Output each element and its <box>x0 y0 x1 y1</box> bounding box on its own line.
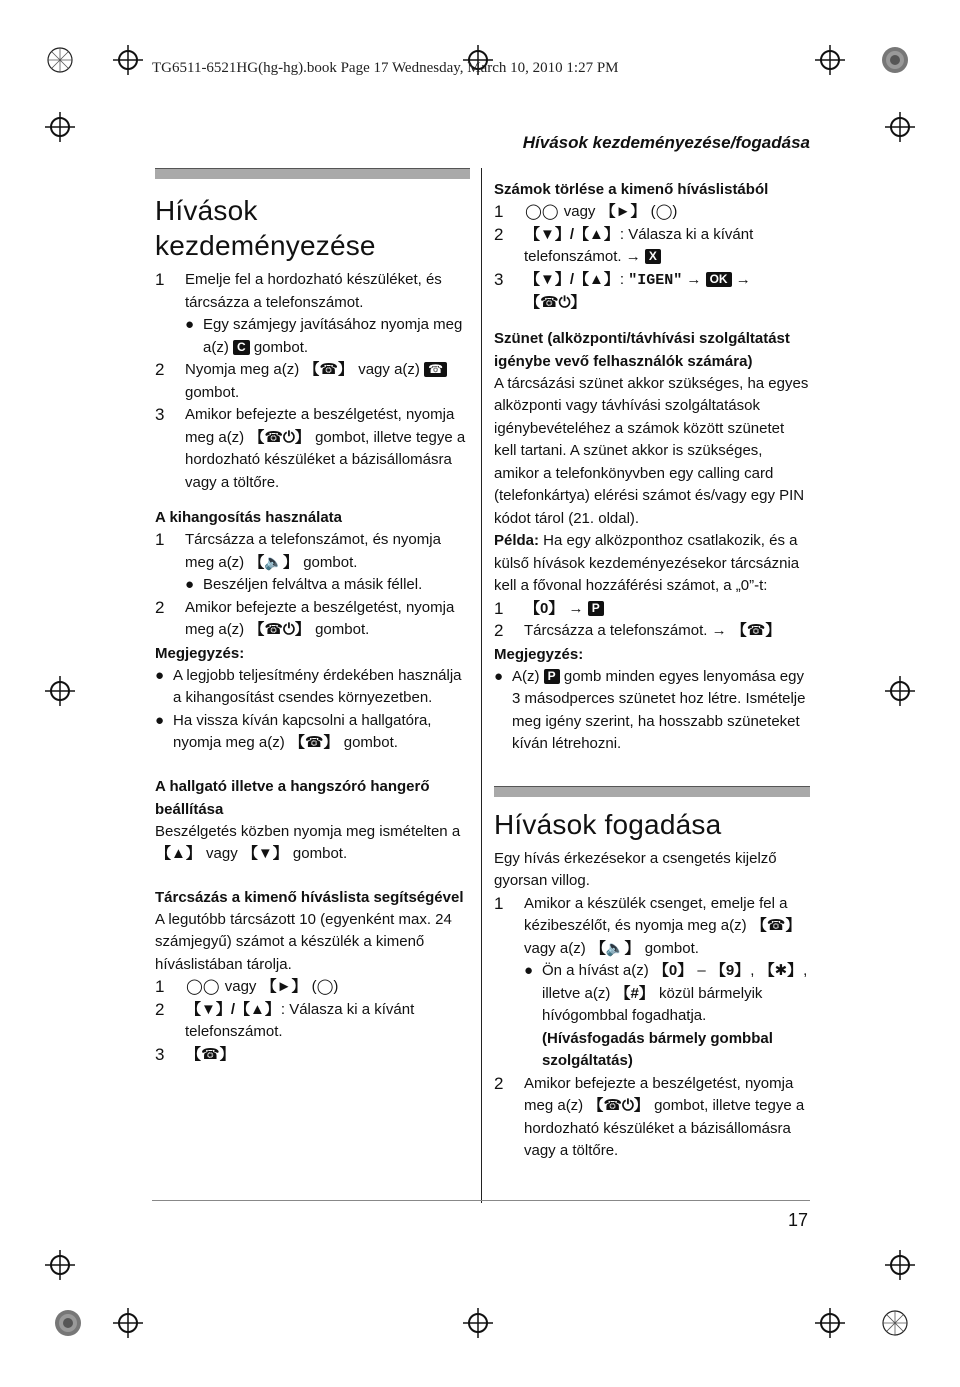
step-number: 2 <box>494 1073 504 1093</box>
step-number: 3 <box>155 405 165 424</box>
comma-text: , <box>750 962 759 979</box>
step-text: vagy <box>559 203 600 220</box>
step-text: Amikor a készülék csenget, emelje fel a kézibeszélőt, és nyomja meg a(z) <box>524 894 788 934</box>
answer-step-1 <box>494 893 810 961</box>
step-text-mid: vagy a(z) <box>354 361 425 378</box>
talk-key-icon: 【☎】 <box>751 917 801 934</box>
step-number: 1 <box>494 202 504 221</box>
step-number: 3 <box>494 269 504 289</box>
example-text: Ha egy alközponthoz csatlakozik, és a külső hívások kezdeményezésekor tárcsáznia kell a fővonal hozzáférési számot, a „0”-t: <box>494 532 800 594</box>
section-title-line-1: Hívások <box>155 195 258 226</box>
bullet-take-turns <box>155 574 470 597</box>
off-power-key-icon: 【☎⏻】 <box>249 428 310 446</box>
step-text-end: gombot, illetve tegye a hordozható készüléket a bázisállomásra vagy a töltőre. <box>524 1097 805 1159</box>
right-column <box>494 168 810 1163</box>
book-header-line: TG6511-6521HG(hg-hg).book Page 17 Wednesday, March 10, 2010 1:27 PM <box>152 60 619 76</box>
step-number: 2 <box>494 621 504 640</box>
registration-mark-icon <box>45 45 75 75</box>
pause-softkey-icon: P <box>544 669 560 684</box>
footer-rule <box>152 1200 810 1201</box>
bullet-text-end: gombot. <box>249 338 309 356</box>
talk-softkey-icon: ☎ <box>424 362 447 377</box>
note-heading: Megjegyzés: <box>155 644 245 662</box>
arrow-text: → <box>682 270 706 288</box>
registration-mark-icon <box>880 1308 910 1338</box>
bullet-icon: ● <box>524 962 534 979</box>
crosshair-icon <box>885 112 915 142</box>
step-number: 1 <box>155 530 165 549</box>
bullet-text: A(z) <box>512 667 544 685</box>
off-power-key-icon: 【☎⏻】 <box>525 294 586 311</box>
feature-name: (Hívásfogadás bármely gombbal szolgáltatás) <box>542 1029 773 1069</box>
speaker-key-icon: 【🔈】 <box>249 553 299 571</box>
step-text-end: gombot, illetve tegye a hordozható készüléket a bázisállomásra vagy a töltőre. <box>185 428 466 491</box>
crosshair-icon <box>113 45 143 75</box>
column-divider <box>481 168 482 1203</box>
bullet-text-end: gomb minden egyes lenyomása egy 3 másodperces szünetet hoz létre. Ismételje meg igény szerint, ha hosszabb szüneteket kíván létrehozni. <box>512 667 806 752</box>
redial-softkey-icon: ◯◯ <box>525 203 559 220</box>
bullet-text-end: közül bármelyik hívógombbal fogadhatja. <box>542 984 763 1024</box>
step-number: 1 <box>494 598 504 618</box>
color-target-icon <box>880 45 910 75</box>
step-1 <box>155 269 470 314</box>
step-number: 2 <box>494 224 504 244</box>
talk-key-icon: 【☎】 <box>289 734 339 751</box>
step-text-end: gombot. <box>185 383 240 401</box>
hash-key-icon: 【#】 <box>615 984 654 1002</box>
section-title-answering-calls: Hívások fogadása <box>494 808 722 840</box>
zero-key-icon: 【0】 <box>525 599 564 617</box>
bullet-correct-digit <box>155 314 470 359</box>
step-text-end: gombot. <box>310 621 370 638</box>
pause-softkey-icon: P <box>588 601 604 616</box>
talk-key-icon: 【☎】 <box>731 622 781 639</box>
step-text: vagy <box>220 978 261 995</box>
up-down-key-icon: 【▼】/【▲】 <box>186 1000 280 1018</box>
off-power-key-icon: 【☎⏻】 <box>588 1097 649 1114</box>
nine-key-icon: 【9】 <box>710 962 750 979</box>
answer-step-2 <box>494 1073 810 1163</box>
paragraph-text: Beszélgetés közben nyomja meg ismételten a <box>155 822 461 840</box>
talk-key-icon: 【☎】 <box>304 361 354 378</box>
arrow-text-2: → <box>731 270 751 288</box>
redial-step-2 <box>155 999 470 1044</box>
subheading-redial-list: Tárcsázás a kimenő híváslista segítségével <box>155 888 464 906</box>
crosshair-icon <box>885 676 915 706</box>
bullet-icon: ● <box>155 711 165 729</box>
step-number: 1 <box>155 977 165 996</box>
up-down-key-icon: 【▼】/【▲】 <box>525 225 619 243</box>
volume-paragraph <box>155 821 470 866</box>
crosshair-icon <box>45 1250 75 1280</box>
example-label: Példa: <box>494 532 540 549</box>
c-key-icon: C <box>233 340 250 355</box>
step-text: Amikor befejezte a beszélgetést, nyomja meg a(z) <box>185 406 455 446</box>
bullet-icon: ● <box>155 666 165 684</box>
redial-step-3 <box>155 1044 470 1067</box>
note-heading: Megjegyzés: <box>494 645 584 663</box>
step-text: : Válasza ki a kívánt telefonszámot. → <box>524 225 754 265</box>
speaker-key-icon: 【🔈】 <box>590 939 640 957</box>
step-text: Nyomja meg a(z) <box>185 361 304 378</box>
crosshair-icon <box>815 45 845 75</box>
step-text: Emelje fel a hordozható készüléket, és tárcsázza a telefonszámot. <box>185 271 442 311</box>
answer-paragraph: Egy hívás érkezésekor a csengetés kijelző gyorsan villog. <box>494 849 777 889</box>
off-power-key-icon: 【☎⏻】 <box>249 621 310 638</box>
speaker-step-1 <box>155 529 470 574</box>
subheading-volume: A hallgató illetve a hangszóró hangerő beállítása <box>155 777 430 818</box>
any-key-answer-bullet <box>494 960 810 1073</box>
step-number: 2 <box>155 999 165 1019</box>
dash-text: – <box>693 962 710 979</box>
step-text: Tárcsázza a telefonszámot, és nyomja meg a(z) <box>185 531 441 571</box>
bullet-text: Egy számjegy javításához nyomja meg a(z) <box>203 316 463 356</box>
step-text-mid: vagy a(z) <box>524 939 590 957</box>
section-bar <box>494 786 810 797</box>
step-number: 3 <box>155 1044 165 1064</box>
star-key-icon: 【✱】 <box>759 962 803 979</box>
right-arrow-key-icon: 【►】 <box>261 978 307 995</box>
pause-step-1 <box>494 598 810 621</box>
bullet-icon: ● <box>185 576 195 593</box>
step-text: Amikor befejezte a beszélgetést, nyomja meg a(z) <box>524 1074 794 1114</box>
step-number: 2 <box>155 360 165 379</box>
bullet-text-mid: , illetve a(z) <box>542 962 808 1002</box>
arrow-text: → <box>564 599 588 617</box>
step-text: : Válasza ki a kívánt telefonszámot. <box>185 1000 415 1040</box>
display-text-igen: "IGEN" <box>628 271 683 289</box>
note-bullet-1 <box>155 665 470 710</box>
crosshair-icon <box>45 112 75 142</box>
ok-softkey-icon: OK <box>706 272 732 287</box>
bullet-text: Ön a hívást a(z) <box>542 962 653 979</box>
step-text-end: gombot. <box>640 939 699 957</box>
step-number: 2 <box>155 597 165 617</box>
delete-step-3 <box>494 269 810 315</box>
note-bullet-2 <box>155 710 470 755</box>
crosshair-icon <box>815 1308 845 1338</box>
speaker-step-2 <box>155 597 470 642</box>
subheading-speakerphone: A kihangosítás használata <box>155 509 343 526</box>
step-3 <box>155 404 470 494</box>
bullet-icon: ● <box>185 316 195 333</box>
volume-up-key-icon: 【▲】 <box>156 845 201 862</box>
redial-paragraph: A legutóbb tárcsázott 10 (egyenként max. 24 számjegyű) számot a készülék a kimenő híváslistában tárolja. <box>155 910 452 973</box>
subheading-pause: Szünet (alközponti/távhívási szolgáltatást igénybe vevő felhasználók számára) <box>494 329 790 370</box>
crosshair-icon <box>45 676 75 706</box>
step-text-end: gombot. <box>299 553 358 571</box>
step-text-end: (◯) <box>307 978 339 995</box>
page-number: 17 <box>787 1210 808 1230</box>
section-title-making-calls <box>155 193 470 263</box>
running-title: Hívások kezdeményezése/fogadása <box>522 133 810 152</box>
volume-down-key-icon: 【▼】 <box>242 845 288 862</box>
step-text: Amikor befejezte a beszélgetést, nyomja meg a(z) <box>185 598 455 638</box>
section-title-line-2: kezdeményezése <box>155 230 376 261</box>
redial-step-1 <box>155 976 470 999</box>
color-target-icon <box>53 1308 83 1338</box>
step-text-end: (◯) <box>646 203 678 220</box>
bullet-text: A legjobb teljesítmény érdekében használja a kihangosítást csendes környezetben. <box>173 666 462 706</box>
step-2 <box>155 359 470 404</box>
bullet-text-end: gombot. <box>339 734 398 751</box>
paragraph-text-mid: vagy <box>201 845 242 862</box>
example-paragraph <box>494 530 810 598</box>
talk-key-icon: 【☎】 <box>186 1045 235 1063</box>
right-arrow-key-icon: 【►】 <box>600 203 646 220</box>
step-text: : <box>619 270 629 288</box>
crosshair-icon <box>885 1250 915 1280</box>
paragraph-text-end: gombot. <box>288 845 348 862</box>
pause-step-2 <box>494 620 810 643</box>
bullet-text: Ha vissza kíván kapcsolni a hallgatóra, nyomja meg a(z) <box>173 711 432 751</box>
delete-step-2 <box>494 224 810 269</box>
step-number: 1 <box>494 893 504 913</box>
zero-key-icon: 【0】 <box>653 962 693 979</box>
crosshair-icon <box>113 1308 143 1338</box>
left-column <box>155 168 470 1066</box>
step-text: Tárcsázza a telefonszámot. → <box>524 622 731 639</box>
crosshair-icon <box>463 1308 493 1338</box>
section-bar <box>155 168 470 179</box>
bullet-text: Beszéljen felváltva a másik féllel. <box>203 576 423 593</box>
pause-note-bullet <box>494 666 810 756</box>
redial-softkey-icon: ◯◯ <box>186 978 220 995</box>
pause-paragraph: A tárcsázási szünet akkor szükséges, ha egyes alközponti vagy távhívási szolgáltatások igénybevételéhez a számok között szünetet kell tartani. A szünet akkor is szükséges, amikor a telefonkönyvben egy calling card (telefonkártya) elérési számot és/vagy egy PIN kódot tárol (21. oldal). <box>494 374 809 527</box>
up-down-key-icon: 【▼】/【▲】 <box>525 270 619 288</box>
bullet-icon: ● <box>494 667 504 685</box>
step-number: 1 <box>155 270 165 289</box>
delete-softkey-icon: X <box>645 249 661 264</box>
delete-step-1 <box>494 201 810 224</box>
subheading-delete-list: Számok törlése a kimenő híváslistából <box>494 181 769 198</box>
